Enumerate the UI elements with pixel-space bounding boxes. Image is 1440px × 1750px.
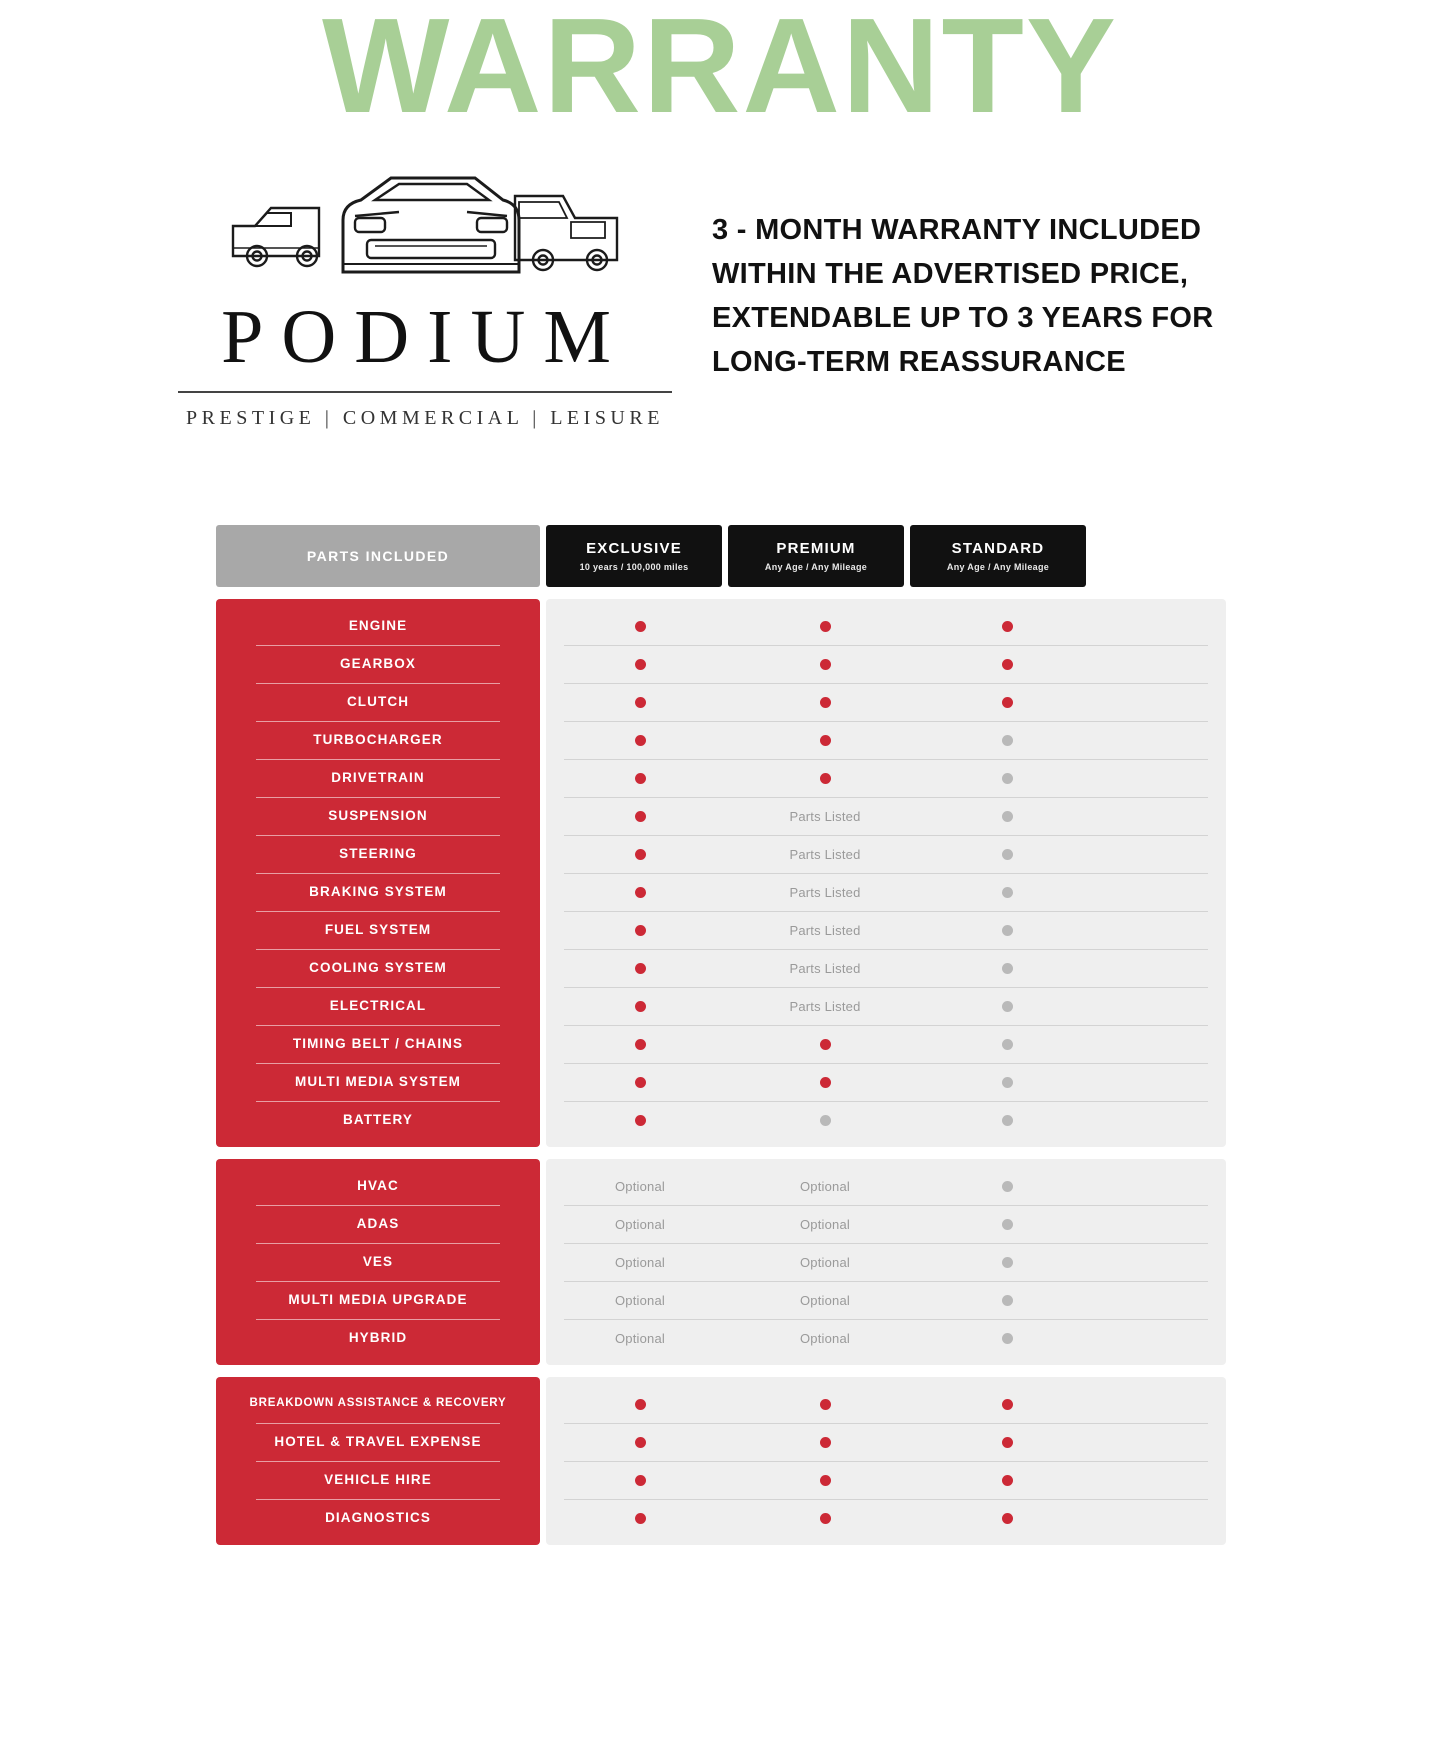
covered-dot-icon [1002, 659, 1013, 670]
coverage-note: Parts Listed [789, 846, 861, 862]
coverage-cell [916, 1039, 1098, 1050]
coverage-cell [916, 1219, 1098, 1230]
covered-dot-icon [820, 735, 831, 746]
table-section-assistance [216, 1377, 1226, 1545]
covered-dot-icon [820, 659, 831, 670]
table-row [546, 835, 1226, 873]
coverage-note: Optional [799, 1330, 851, 1346]
covered-dot-icon [635, 1437, 646, 1448]
covered-dot-icon [820, 1475, 831, 1486]
coverage-cell [916, 925, 1098, 936]
table-row [546, 797, 1226, 835]
coverage-cell [546, 1331, 734, 1346]
coverage-cell [916, 1437, 1098, 1448]
coverage-cell [546, 1437, 734, 1448]
table-section-optional-parts [216, 1159, 1226, 1365]
part-label: FUEL SYSTEM [216, 911, 540, 949]
covered-dot-icon [635, 1399, 646, 1410]
covered-dot-icon [820, 1077, 831, 1088]
not-covered-dot-icon [1002, 735, 1013, 746]
covered-dot-icon [820, 1513, 831, 1524]
table-row [546, 949, 1226, 987]
table-row [546, 607, 1226, 645]
page-title: WARRANTY [322, 0, 1118, 141]
coverage-cell [734, 659, 916, 670]
coverage-cell [546, 811, 734, 822]
part-label: COOLING SYSTEM [216, 949, 540, 987]
plan-header-exclusive [546, 525, 722, 587]
table-row [546, 759, 1226, 797]
covered-dot-icon [1002, 1475, 1013, 1486]
coverage-cell [734, 809, 916, 824]
covered-dot-icon [635, 1513, 646, 1524]
covered-dot-icon [820, 1399, 831, 1410]
table-section-core-parts [216, 599, 1226, 1147]
covered-dot-icon [820, 621, 831, 632]
coverage-cell [734, 1293, 916, 1308]
not-covered-dot-icon [1002, 925, 1013, 936]
covered-dot-icon [635, 697, 646, 708]
not-covered-dot-icon [820, 1115, 831, 1126]
part-label: HOTEL & TRAVEL EXPENSE [216, 1423, 540, 1461]
coverage-cell [546, 1077, 734, 1088]
covered-dot-icon [635, 1039, 646, 1050]
covered-dot-icon [1002, 1399, 1013, 1410]
coverage-cell [734, 773, 916, 784]
coverage-cell [546, 1255, 734, 1270]
warranty-headline: 3 - MONTH WARRANTY INCLUDED WITHIN THE ADVERTISED PRICE, EXTENDABLE UP TO 3 YEARS FOR LONG-TERM REASSURANCE [712, 214, 1214, 379]
covered-dot-icon [635, 1001, 646, 1012]
not-covered-dot-icon [1002, 1077, 1013, 1088]
part-label: VEHICLE HIRE [216, 1461, 540, 1499]
coverage-cell [916, 621, 1098, 632]
logo-tagline: PRESTIGE | COMMERCIAL | LEISURE [186, 407, 664, 429]
not-covered-dot-icon [1002, 1039, 1013, 1050]
coverage-note: Parts Listed [789, 922, 861, 938]
coverage-note: Optional [799, 1254, 851, 1270]
part-label: BATTERY [216, 1101, 540, 1139]
table-row [546, 645, 1226, 683]
coverage-cell [546, 887, 734, 898]
covered-dot-icon [635, 1115, 646, 1126]
coverage-cell [734, 1217, 916, 1232]
section-labels [216, 1159, 540, 1365]
coverage-note: Parts Listed [789, 998, 861, 1014]
covered-dot-icon [1002, 1437, 1013, 1448]
coverage-cell [734, 961, 916, 976]
covered-dot-icon [635, 735, 646, 746]
table-row [546, 987, 1226, 1025]
brand-logo [160, 160, 690, 430]
coverage-cell [734, 1399, 916, 1410]
table-row [546, 683, 1226, 721]
coverage-cell [916, 1333, 1098, 1344]
covered-dot-icon [635, 659, 646, 670]
warranty-comparison-table [216, 525, 1226, 1545]
not-covered-dot-icon [1002, 1333, 1013, 1344]
section-labels [216, 1377, 540, 1545]
parts-included-header: PARTS INCLUDED [216, 525, 540, 587]
not-covered-dot-icon [1002, 887, 1013, 898]
coverage-cell [546, 659, 734, 670]
coverage-cell [734, 1331, 916, 1346]
covered-dot-icon [635, 849, 646, 860]
coverage-cell [546, 1217, 734, 1232]
table-row [546, 1167, 1226, 1205]
table-row [546, 1243, 1226, 1281]
vehicles-illustration-icon [215, 160, 635, 290]
covered-dot-icon [820, 1039, 831, 1050]
part-label: ADAS [216, 1205, 540, 1243]
coverage-cell [546, 1179, 734, 1194]
plan-name: STANDARD [951, 540, 1045, 557]
covered-dot-icon [1002, 621, 1013, 632]
coverage-cell [546, 1115, 734, 1126]
coverage-cell [734, 1513, 916, 1524]
logo-divider [178, 391, 672, 393]
covered-dot-icon [635, 811, 646, 822]
coverage-cell [734, 1115, 916, 1126]
part-label: VES [216, 1243, 540, 1281]
coverage-cell [916, 963, 1098, 974]
part-label: HVAC [357, 1178, 399, 1194]
coverage-note: Optional [614, 1216, 666, 1232]
coverage-cell [546, 963, 734, 974]
coverage-cell [734, 1255, 916, 1270]
table-sections [216, 599, 1226, 1545]
table-row [546, 1281, 1226, 1319]
coverage-cell [734, 1077, 916, 1088]
covered-dot-icon [635, 887, 646, 898]
plan-terms: Any Age / Any Mileage [764, 562, 868, 572]
not-covered-dot-icon [1002, 773, 1013, 784]
coverage-cell [916, 735, 1098, 746]
covered-dot-icon [635, 621, 646, 632]
coverage-cell [546, 849, 734, 860]
coverage-cell [916, 1513, 1098, 1524]
coverage-note: Optional [799, 1216, 851, 1232]
table-row [546, 1319, 1226, 1357]
coverage-cell [916, 1295, 1098, 1306]
coverage-cell [916, 1001, 1098, 1012]
coverage-cell [734, 885, 916, 900]
table-row [546, 721, 1226, 759]
coverage-note: Optional [614, 1178, 666, 1194]
section-values [546, 1377, 1226, 1545]
covered-dot-icon [635, 1475, 646, 1486]
table-row [546, 1461, 1226, 1499]
not-covered-dot-icon [1002, 1219, 1013, 1230]
coverage-cell [734, 735, 916, 746]
not-covered-dot-icon [1002, 849, 1013, 860]
table-row [546, 1025, 1226, 1063]
plan-name: PREMIUM [776, 540, 856, 557]
coverage-cell [546, 925, 734, 936]
covered-dot-icon [635, 773, 646, 784]
coverage-cell [546, 1039, 734, 1050]
coverage-cell [916, 811, 1098, 822]
part-label: ENGINE [348, 618, 408, 634]
not-covered-dot-icon [1002, 1181, 1013, 1192]
coverage-cell [916, 849, 1098, 860]
coverage-note: Parts Listed [789, 960, 861, 976]
covered-dot-icon [635, 1077, 646, 1088]
table-header-row [216, 525, 1226, 587]
coverage-cell [546, 1293, 734, 1308]
table-row [546, 1423, 1226, 1461]
not-covered-dot-icon [1002, 963, 1013, 974]
section-values [546, 1159, 1226, 1365]
coverage-cell [734, 1039, 916, 1050]
part-label: BRAKING SYSTEM [216, 873, 540, 911]
plan-terms: Any Age / Any Mileage [946, 562, 1050, 572]
plan-name: EXCLUSIVE [586, 540, 682, 557]
section-values [546, 599, 1226, 1147]
coverage-cell [916, 1077, 1098, 1088]
part-label: DIAGNOSTICS [216, 1499, 540, 1537]
covered-dot-icon [635, 925, 646, 936]
part-label: HYBRID [216, 1319, 540, 1357]
coverage-cell [546, 1001, 734, 1012]
part-label: CLUTCH [216, 683, 540, 721]
coverage-cell [734, 999, 916, 1014]
coverage-note: Optional [799, 1178, 851, 1194]
part-label: TIMING BELT / CHAINS [216, 1025, 540, 1063]
table-row [546, 1101, 1226, 1139]
coverage-cell [734, 621, 916, 632]
part-label: BREAKDOWN ASSISTANCE & RECOVERY [249, 1397, 507, 1410]
coverage-cell [916, 1115, 1098, 1126]
part-label: ELECTRICAL [216, 987, 540, 1025]
logo-wordmark: PODIUM [221, 295, 629, 379]
covered-dot-icon [820, 1437, 831, 1448]
part-label: STEERING [216, 835, 540, 873]
coverage-cell [734, 1475, 916, 1486]
covered-dot-icon [820, 697, 831, 708]
covered-dot-icon [1002, 1513, 1013, 1524]
plan-header-premium [728, 525, 904, 587]
coverage-cell [916, 659, 1098, 670]
part-label: MULTI MEDIA UPGRADE [216, 1281, 540, 1319]
coverage-cell [916, 1399, 1098, 1410]
coverage-cell [916, 1181, 1098, 1192]
table-row [546, 1499, 1226, 1537]
covered-dot-icon [820, 773, 831, 784]
not-covered-dot-icon [1002, 811, 1013, 822]
part-label: DRIVETRAIN [216, 759, 540, 797]
coverage-cell [734, 1179, 916, 1194]
coverage-note: Optional [614, 1292, 666, 1308]
coverage-cell [546, 1513, 734, 1524]
part-label: GEARBOX [216, 645, 540, 683]
table-row [546, 873, 1226, 911]
not-covered-dot-icon [1002, 1115, 1013, 1126]
coverage-cell [734, 697, 916, 708]
coverage-note: Optional [614, 1254, 666, 1270]
coverage-cell [734, 923, 916, 938]
not-covered-dot-icon [1002, 1295, 1013, 1306]
section-labels [216, 599, 540, 1147]
coverage-cell [546, 735, 734, 746]
coverage-cell [916, 697, 1098, 708]
covered-dot-icon [1002, 697, 1013, 708]
part-label: TURBOCHARGER [216, 721, 540, 759]
plan-header-standard [910, 525, 1086, 587]
coverage-cell [734, 847, 916, 862]
plan-terms: 10 years / 100,000 miles [579, 562, 689, 572]
covered-dot-icon [635, 963, 646, 974]
coverage-cell [546, 621, 734, 632]
coverage-cell [546, 1399, 734, 1410]
coverage-note: Optional [799, 1292, 851, 1308]
coverage-note: Optional [614, 1330, 666, 1346]
coverage-cell [546, 697, 734, 708]
coverage-cell [734, 1437, 916, 1448]
coverage-cell [916, 773, 1098, 784]
coverage-note: Parts Listed [789, 808, 861, 824]
part-label: MULTI MEDIA SYSTEM [216, 1063, 540, 1101]
coverage-cell [916, 1475, 1098, 1486]
part-label: SUSPENSION [216, 797, 540, 835]
table-row [546, 1205, 1226, 1243]
table-row [546, 1385, 1226, 1423]
coverage-cell [916, 1257, 1098, 1268]
coverage-note: Parts Listed [789, 884, 861, 900]
table-row [546, 1063, 1226, 1101]
coverage-cell [546, 773, 734, 784]
table-row [546, 911, 1226, 949]
coverage-cell [546, 1475, 734, 1486]
not-covered-dot-icon [1002, 1257, 1013, 1268]
coverage-cell [916, 887, 1098, 898]
not-covered-dot-icon [1002, 1001, 1013, 1012]
